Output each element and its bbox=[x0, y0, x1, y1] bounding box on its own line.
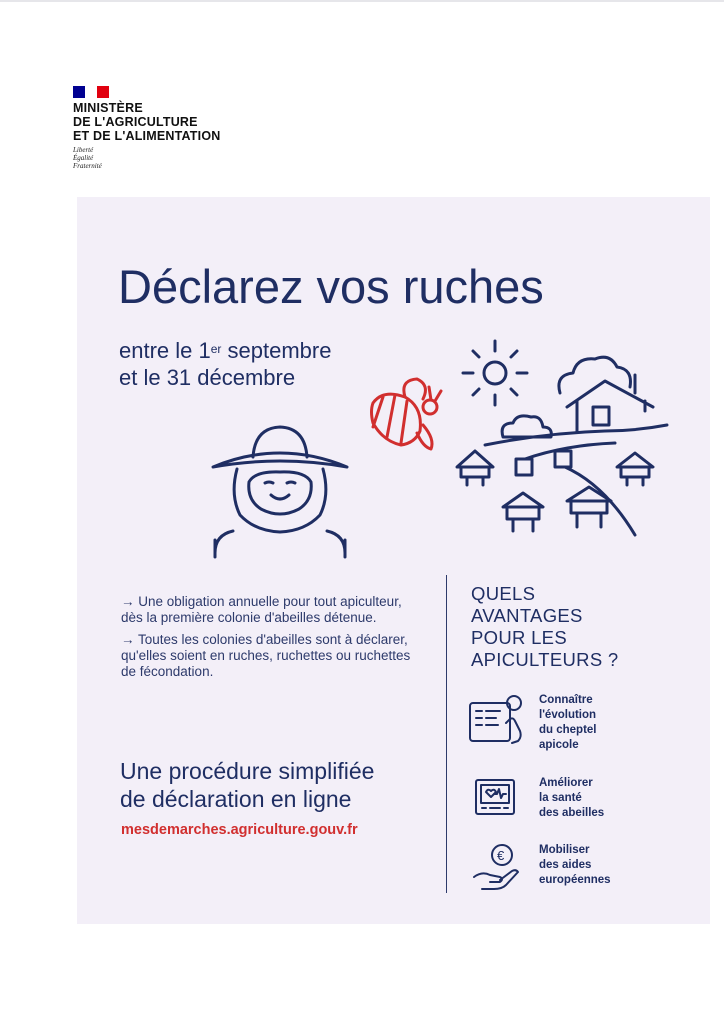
dates-text: entre le 1 bbox=[119, 338, 211, 363]
advantage-line: des abeilles bbox=[539, 807, 605, 819]
poster-title: Déclarez vos ruches bbox=[118, 260, 544, 313]
column-divider bbox=[446, 575, 447, 893]
republic-motto bbox=[73, 146, 220, 170]
advantage-line: Connaître bbox=[539, 694, 593, 706]
sun-icon bbox=[463, 341, 527, 405]
cloud-icon bbox=[502, 357, 630, 437]
ministry-line: ET DE L'ALIMENTATION bbox=[73, 129, 221, 143]
euro-hand-icon bbox=[466, 843, 530, 893]
advantage-line: Améliorer bbox=[539, 777, 593, 789]
motto-line: Liberté bbox=[73, 146, 94, 154]
bee-icon bbox=[372, 379, 442, 449]
dates-text: et le 31 décembre bbox=[119, 365, 296, 390]
dates-superscript: er bbox=[210, 342, 222, 356]
motto-line: Fraternité bbox=[73, 162, 102, 170]
monitor-heart-icon bbox=[466, 776, 530, 824]
advantages-title-line: QUELS bbox=[471, 583, 536, 604]
ministry-line: MINISTÈRE bbox=[73, 101, 143, 115]
ministry-line: DE L'AGRICULTURE bbox=[73, 115, 198, 129]
procedure-line: de déclaration en ligne bbox=[120, 786, 352, 812]
advantage-item bbox=[466, 693, 686, 763]
french-flag-icon bbox=[73, 86, 109, 98]
procedure-heading bbox=[120, 757, 374, 813]
advantages-title bbox=[471, 583, 618, 671]
advantage-line: Mobiliser bbox=[539, 844, 590, 856]
advantage-item bbox=[466, 776, 686, 846]
advantage-line: des aides bbox=[539, 859, 592, 871]
advantage-line: l'évolution bbox=[539, 709, 597, 721]
website-link[interactable]: mesdemarches.agriculture.gouv.fr bbox=[121, 822, 358, 838]
procedure-line: Une procédure simplifiée bbox=[120, 758, 375, 784]
advantage-line: apicole bbox=[539, 739, 579, 751]
advantage-label bbox=[539, 776, 649, 821]
dates-text: septembre bbox=[221, 338, 332, 363]
bullet-item: → Toutes les colonies d'abeilles sont à déclarer, qu'elles soient en ruches, ruchettes ou ruchettes de fécondation. bbox=[121, 632, 411, 679]
motto-line: Égalité bbox=[73, 154, 94, 162]
advantage-item bbox=[466, 843, 686, 913]
svg-text:€: € bbox=[497, 848, 505, 863]
ministry-name bbox=[73, 101, 220, 143]
advantage-line: du cheptel bbox=[539, 724, 597, 736]
advantage-label bbox=[539, 693, 649, 753]
beekeeper-illustration bbox=[205, 335, 675, 565]
info-bullets bbox=[121, 594, 421, 686]
beekeeper-icon bbox=[213, 427, 347, 557]
scan-top-edge bbox=[0, 0, 724, 2]
advantages-title-line: AVANTAGES bbox=[471, 605, 583, 626]
advantage-label bbox=[539, 843, 649, 888]
tablet-chart-icon bbox=[466, 693, 530, 757]
advantages-title-line: POUR LES bbox=[471, 627, 567, 648]
advantage-line: la santé bbox=[539, 792, 582, 804]
ministry-logo bbox=[73, 86, 220, 170]
bullet-item: → Une obligation annuelle pour tout apiculteur, dès la première colonie d'abeilles détenue. bbox=[121, 594, 402, 625]
advantage-line: européennes bbox=[539, 874, 611, 886]
advantages-title-line: APICULTEURS ? bbox=[471, 649, 619, 670]
house-icon bbox=[567, 375, 653, 431]
